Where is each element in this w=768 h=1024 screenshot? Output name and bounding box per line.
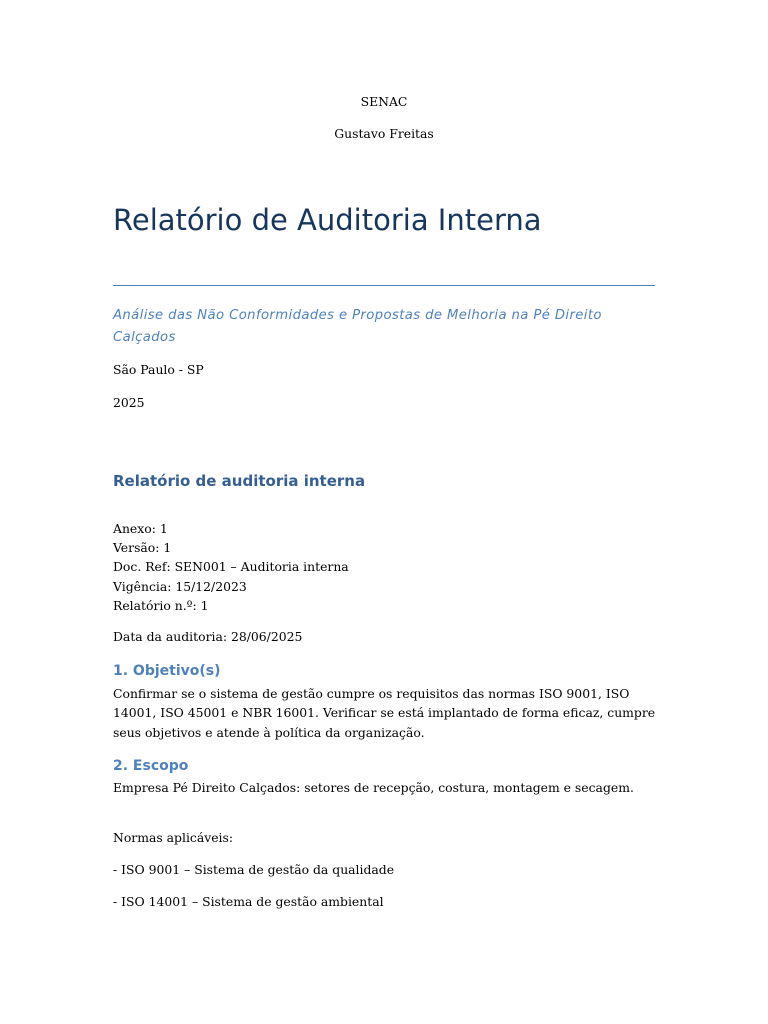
institution-name: SENAC [360,94,408,109]
document-subtitle: Análise das Não Conformidades e Propostas de Melhoria na Pé Direito Calçados [113,308,602,345]
metadata-item: Vigência: 15/12/2023 [113,578,247,594]
audit-date: Data da auditoria: 28/06/2025 [113,629,303,644]
scope-body: Empresa Pé Direito Calçados: setores de recepção, costura, montagem e secagem. [113,780,634,795]
norm-item: - ISO 9001 – Sistema de gestão da qualidade [113,862,395,877]
norms-label: Normas aplicáveis: [113,830,234,845]
scope-heading: 2. Escopo [113,758,189,774]
author-name: Gustavo Freitas [334,126,434,141]
report-heading: Relatório de auditoria interna [113,472,366,490]
norm-item: - ISO 14001 – Sistema de gestão ambiental [113,894,384,909]
location: São Paulo - SP [113,362,204,377]
objective-body: Confirmar se o sistema de gestão cumpre os requisitos das normas ISO 9001, ISO 14001, ISO 45001 e NBR 16001. Verificar se está implantado de forma eficaz, cumpre seus objetivos e atende à política da organização. [113,686,656,740]
metadata-item: Anexo: 1 [113,521,168,536]
metadata-item: Relatório n.º: 1 [113,597,209,613]
metadata-list [113,519,349,615]
metadata-item: Doc. Ref: SEN001 – Auditoria interna [113,559,349,575]
year: 2025 [113,395,145,410]
title-divider [113,285,655,286]
document-title: Relatório de Auditoria Interna [113,203,542,237]
objective-heading: 1. Objetivo(s) [113,663,221,679]
metadata-item: Versão: 1 [113,540,172,556]
